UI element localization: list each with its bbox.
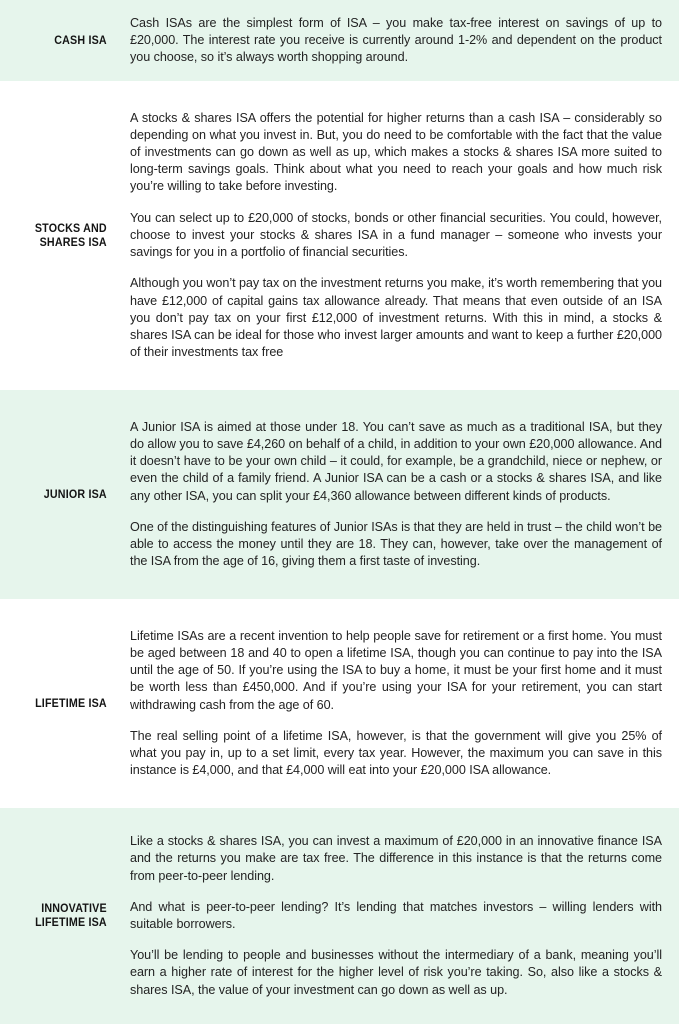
row-body-stocks-and-shares-isa (118, 110, 679, 362)
row-body-cash-isa (118, 15, 679, 67)
row-label-stocks-and-shares-isa: STOCKS AND SHARES ISA (34, 222, 107, 249)
paragraph: Like a stocks & shares ISA, you can invest a maximum of £20,000 in an innovative finance ISA and the returns you make are tax free. The difference in this instance is that the returns come from peer-to-peer lending. (130, 834, 662, 883)
row-body-junior-isa (118, 419, 679, 571)
row-body-lifetime-isa (118, 628, 679, 780)
paragraph: A stocks & shares ISA offers the potential for higher returns than a cash ISA – considerably so depending on what you invest in. But, you do need to be comfortable with the fact that the value of investments can go down as well as up, which makes a stocks & shares ISA more suited to long-term savings goals. Think about what you need to reach your goals and how much risk you’re willing to take before investing. (130, 110, 662, 194)
paragraph: You can select up to £20,000 of stocks, bonds or other financial securities. You could, however, choose to invest your stocks & shares ISA in a fund manager – someone who invests your savings for you in a portfolio of financial securities. (130, 210, 662, 260)
table-row (0, 81, 679, 390)
row-label-cash-isa: CASH ISA (54, 34, 107, 47)
paragraph: Cash ISAs are the simplest form of ISA – you make tax-free interest on savings of up to £20,000. The interest rate you receive is currently around 1-2% and dependent on the product you choose, so it’s always worth shopping around. (130, 15, 662, 65)
paragraph: The real selling point of a lifetime ISA, however, is that the government will give you 25% of what you pay in, up to a set limit, every tax year. However, the maximum you can save in this instance is £4,000, and that £4,000 will eat into your £20,000 ISA allowance. (130, 728, 662, 778)
paragraph: One of the distinguishing features of Junior ISAs is that they are held in trust – the child won’t be able to access the money until they are 18. They can, however, take over the management of the ISA from the age of 16, giving them a first taste of investing. (130, 519, 662, 569)
row-label-junior-isa: JUNIOR ISA (43, 488, 107, 501)
paragraph: Lifetime ISAs are a recent invention to help people save for retirement or a first home. You must be aged between 18 and 40 to open a lifetime ISA, though you can continue to pay into the ISA until the age of 50. If you’re using the ISA to buy a home, it must be your first home and it must be worth less than £450,000. And if you’re using your ISA for your retirement, you can start withdrawing cash from the age of 60. (130, 628, 662, 712)
paragraph: And what is peer-to-peer lending? It’s lending that matches investors – willing lenders with suitable borrowers. (130, 899, 662, 931)
paragraph: You’ll be lending to people and businesses without the intermediary of a bank, meaning you’ll earn a higher rate of interest for the higher level of risk you’re taking. So, also like a stocks & shares ISA, the value of your investment can go down as well as up. (130, 948, 662, 997)
paragraph: A Junior ISA is aimed at those under 18. You can’t save as much as a traditional ISA, but they do allow you to save £4,260 on behalf of a child, in addition to your own £20,000 allowance. And it doesn’t have to be your own child – it could, for example, be a grandchild, niece or nephew, or even the child of a family friend. A Junior ISA can be a cash or a stocks & shares ISA, and like any other ISA, you can split your £4,360 allowance between different kinds of products. (130, 419, 662, 503)
table-row (0, 0, 679, 81)
paragraph: Although you won’t pay tax on the investment returns you make, it’s worth remembering that you have £12,000 of capital gains tax allowance already. That means that even outside of an ISA you don’t pay tax on your first £12,000 of investment returns. With this in mind, a stocks & shares ISA can be ideal for those who invest larger amounts and want to keep a further £20,000 of their investments tax free (130, 276, 662, 360)
row-label-innovative-lifetime-isa: INNOVATIVE LIFETIME ISA (35, 903, 107, 929)
table-row (0, 599, 679, 808)
row-body-innovative-lifetime-isa (118, 833, 679, 999)
table-row (0, 390, 679, 599)
table-row (0, 808, 679, 1024)
row-label-lifetime-isa: LIFETIME ISA (35, 697, 107, 710)
